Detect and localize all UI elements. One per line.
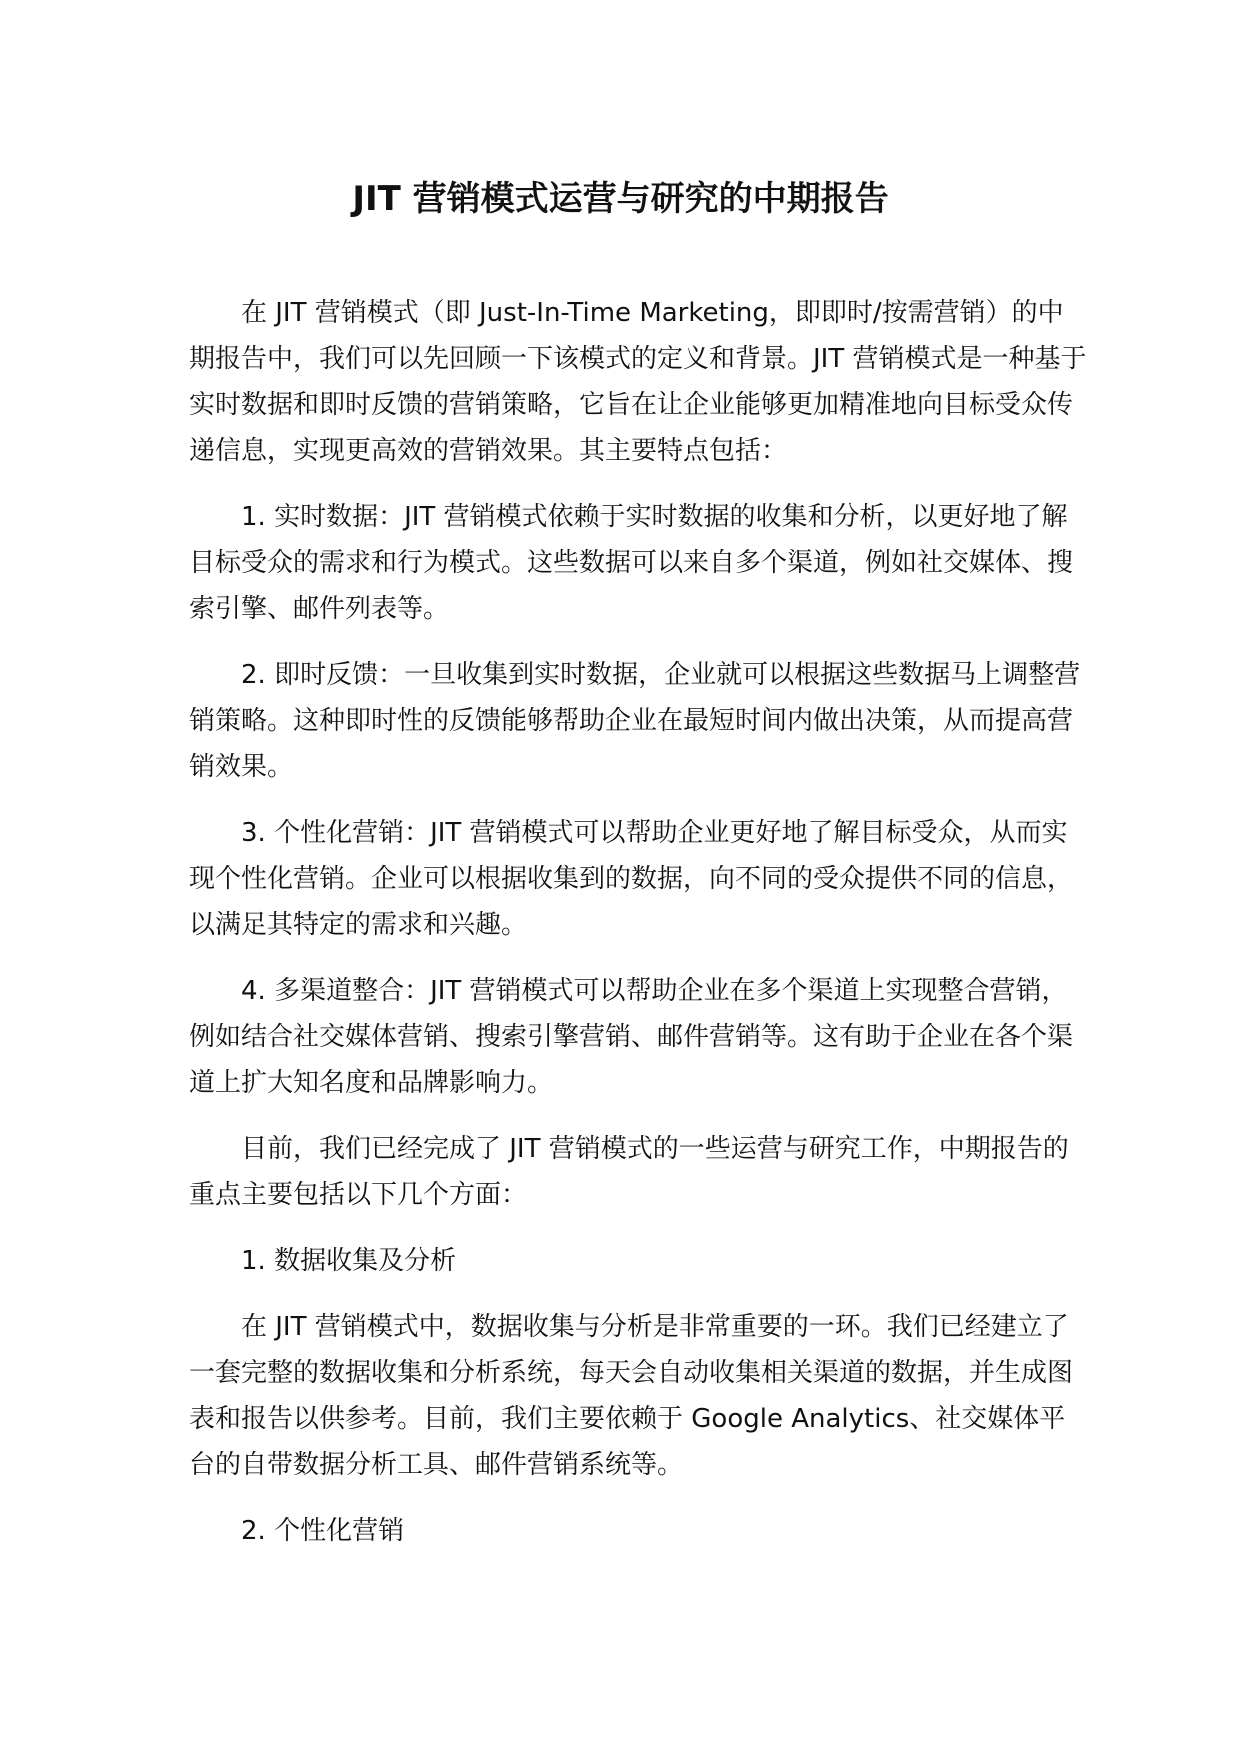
feature-item-realtime-data: 1. 实时数据：JIT 营销模式依赖于实时数据的收集和分析，以更好地了解目标受众的需求和行为模式。这些数据可以来自多个渠道，例如社交媒体、搜索引擎、邮件列表等。	[189, 502, 1074, 624]
feature-item-personalized-marketing: 3. 个性化营销：JIT 营销模式可以帮助企业更好地了解目标受众，从而实现个性化营销。企业可以根据收集到的数据，向不同的受众提供不同的信息，以满足其特定的需求和兴趣。	[189, 818, 1074, 940]
intro-paragraph: 在 JIT 营销模式（即 Just-In-Time Marketing，即即时/按需营销）的中期报告中，我们可以先回顾一下该模式的定义和背景。JIT 营销模式是一种基于实时数据和即时反馈的营销策略，它旨在让企业能够更加精准地向目标受众传递信息，实现更高效的营销效果。其主要特点包括：	[189, 298, 1087, 466]
document-body	[189, 290, 1089, 1574]
progress-paragraph: 目前，我们已经完成了 JIT 营销模式的一些运营与研究工作，中期报告的重点主要包括以下几个方面：	[189, 1134, 1069, 1210]
feature-item-multichannel-integration: 4. 多渠道整合：JIT 营销模式可以帮助企业在多个渠道上实现整合营销，例如结合社交媒体营销、搜索引擎营销、邮件营销等。这有助于企业在各个渠道上扩大知名度和品牌影响力。	[189, 976, 1074, 1098]
data-collection-paragraph: 在 JIT 营销模式中，数据收集与分析是非常重要的一环。我们已经建立了一套完整的数据收集和分析系统，每天会自动收集相关渠道的数据，并生成图表和报告以供参考。目前，我们主要依赖于 Google Analytics、社交媒体平台的自带数据分析工具、邮件营销系统等。	[189, 1312, 1074, 1480]
feature-item-instant-feedback: 2. 即时反馈：一旦收集到实时数据，企业就可以根据这些数据马上调整营销策略。这种即时性的反馈能够帮助企业在最短时间内做出决策，从而提高营销效果。	[189, 660, 1081, 782]
section-heading-data-collection: 1. 数据收集及分析	[241, 1246, 457, 1276]
document-title: JIT 营销模式运营与研究的中期报告	[352, 179, 889, 219]
section-heading-personalized-marketing: 2. 个性化营销	[241, 1516, 405, 1546]
